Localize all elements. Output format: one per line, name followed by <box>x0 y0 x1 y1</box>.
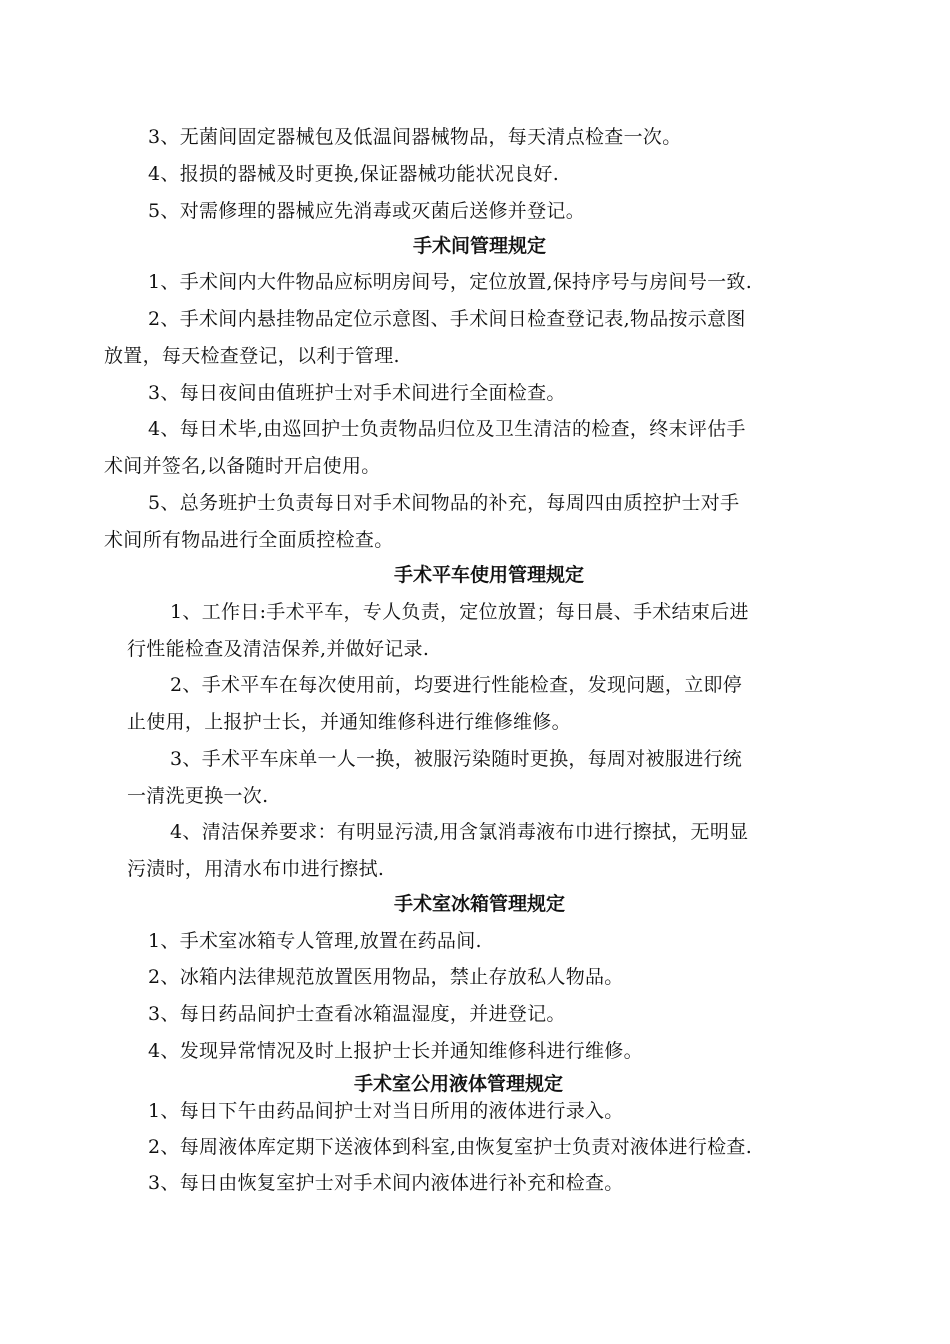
paragraph-line: 4、发现异常情况及时上报护士长并通知维修科进行维修。 <box>148 1040 643 1062</box>
section-heading: 手术室冰箱管理规定 <box>394 893 566 915</box>
paragraph-line: 3、每日夜间由值班护士对手术间进行全面检查。 <box>148 382 566 404</box>
paragraph-line: 4、清洁保养要求：有明显污渍,用含氯消毒液布巾进行擦拭，无明显 <box>170 821 749 843</box>
section-heading: 手术平车使用管理规定 <box>394 564 585 586</box>
paragraph-line: 3、每日药品间护士查看冰箱温湿度，并进登记。 <box>148 1003 566 1025</box>
paragraph-line: 2、手术间内悬挂物品定位示意图、手术间日检查登记表,物品按示意图 <box>148 308 746 330</box>
paragraph-line: 4、每日术毕,由巡回护士负责物品归位及卫生清洁的检查，终末评估手 <box>148 418 746 440</box>
paragraph-line: 术间所有物品进行全面质控检查。 <box>104 529 394 551</box>
paragraph-line: 1、手术间内大件物品应标明房间号，定位放置,保持序号与房间号一致. <box>148 271 753 293</box>
paragraph-line: 止使用，上报护士长，并通知维修科进行维修维修。 <box>127 711 571 733</box>
paragraph-line: 术间并签名,以备随时开启使用。 <box>104 455 381 477</box>
section-heading: 手术间管理规定 <box>413 235 547 257</box>
paragraph-line: 5、总务班护士负责每日对手术间物品的补充，每周四由质控护士对手 <box>148 492 740 514</box>
paragraph-line: 一清洗更换一次. <box>127 785 269 807</box>
paragraph-line: 3、无菌间固定器械包及低温间器械物品，每天清点检查一次。 <box>148 126 682 148</box>
paragraph-line: 1、每日下午由药品间护士对当日所用的液体进行录入。 <box>148 1100 624 1122</box>
paragraph-line: 4、报损的器械及时更换,保证器械功能状况良好. <box>148 163 560 185</box>
paragraph-line: 3、每日由恢复室护士对手术间内液体进行补充和检查。 <box>148 1172 624 1194</box>
paragraph-line: 1、手术室冰箱专人管理,放置在药品间. <box>148 930 482 952</box>
paragraph-line: 2、手术平车在每次使用前，均要进行性能检查，发现问题，立即停 <box>170 674 743 696</box>
paragraph-line: 放置，每天检查登记，以利于管理. <box>104 345 400 367</box>
paragraph-line: 污渍时，用清水布巾进行擦拭. <box>127 858 385 880</box>
paragraph-line: 2、每周液体库定期下送液体到科室,由恢复室护士负责对液体进行检查. <box>148 1136 753 1158</box>
paragraph-line: 行性能检查及清洁保养,并做好记录. <box>127 638 430 660</box>
paragraph-line: 1、工作日:手术平车，专人负责，定位放置；每日晨、手术结束后进 <box>170 601 749 623</box>
paragraph-line: 3、手术平车床单一人一换，被服污染随时更换，每周对被服进行统 <box>170 748 743 770</box>
section-heading: 手术室公用液体管理规定 <box>354 1073 564 1095</box>
paragraph-line: 2、冰箱内法律规范放置医用物品，禁止存放私人物品。 <box>148 966 624 988</box>
paragraph-line: 5、对需修理的器械应先消毒或灭菌后送修并登记。 <box>148 200 585 222</box>
